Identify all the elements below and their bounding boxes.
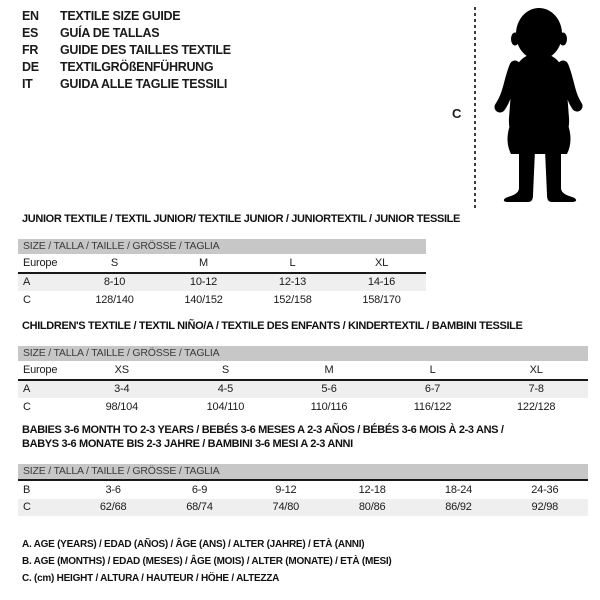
language-code: DE xyxy=(22,59,39,74)
table-row xyxy=(18,398,588,416)
value-cell: 68/74 xyxy=(186,501,213,514)
header-size-cell: M xyxy=(199,256,208,269)
row-label: A xyxy=(23,383,31,396)
value-cell: 140/152 xyxy=(184,293,223,306)
table-row xyxy=(18,291,426,309)
value-cell: 74/80 xyxy=(272,501,300,514)
size-table xyxy=(18,464,588,516)
junior-textile-section xyxy=(18,212,461,309)
value-cell: 116/122 xyxy=(413,400,452,413)
table-row xyxy=(18,274,426,292)
value-cell: 62/68 xyxy=(99,501,127,514)
value-cell: 122/128 xyxy=(516,400,556,413)
baby-silhouette-icon xyxy=(487,5,592,207)
header-size-cell: S xyxy=(221,363,229,376)
value-cell: 8-10 xyxy=(103,276,126,289)
header-size-cell: XS xyxy=(114,363,129,376)
table-header-row xyxy=(18,361,588,379)
table-row xyxy=(18,481,588,499)
legend-line: A. AGE (YEARS) / EDAD (AÑOS) / ÂGE (ANS) / ALTER (JAHRE) / ETÀ (ANNI) xyxy=(22,539,365,550)
language-code: EN xyxy=(22,8,39,23)
value-cell: 110/116 xyxy=(310,400,348,413)
table-title: CHILDREN'S TEXTILE / TEXTIL NIÑO/A / TEXTILE DES ENFANTS / KINDERTEXTIL / BAMBINI TESSILE xyxy=(22,320,523,332)
language-row-it xyxy=(22,75,231,92)
header-size-cell: L xyxy=(289,256,296,269)
value-cell: 152/158 xyxy=(273,293,312,306)
header-size-cell: S xyxy=(110,256,119,269)
size-bar-header: SIZE / TALLA / TAILLE / GRÖSSE / TAGLIA xyxy=(18,464,588,479)
value-cell: 10-12 xyxy=(189,276,218,289)
language-code: IT xyxy=(22,76,33,91)
row-label: A xyxy=(23,276,31,289)
table-title: BABIES 3-6 MONTH TO 2-3 YEARS / BEBÉS 3-6 MESES A 2-3 AÑOS / BÉBÉS 3-6 MOIS À 2-3 ANS / xyxy=(22,424,504,436)
language-row-de xyxy=(22,58,231,75)
row-label: C xyxy=(23,501,31,514)
row-label: C xyxy=(23,293,31,306)
value-cell: 128/140 xyxy=(95,293,134,306)
legend-line: B. AGE (MONTHS) / EDAD (MESES) / ÂGE (MOIS) / ALTER (MONATE) / ETÀ (MESI) xyxy=(22,556,392,567)
table-row xyxy=(18,381,588,399)
value-cell: 14-16 xyxy=(367,276,396,289)
row-label: C xyxy=(23,400,31,413)
table-row xyxy=(18,499,588,517)
header-size-cell: XL xyxy=(374,256,389,269)
table-title: JUNIOR TEXTILE / TEXTIL JUNIOR/ TEXTILE JUNIOR / JUNIORTEXTIL / JUNIOR TESSILE xyxy=(22,213,461,225)
value-cell: 86/92 xyxy=(445,501,472,514)
language-row-es xyxy=(22,24,231,41)
table-title: BABYS 3-6 MONATE BIS 2-3 JAHRE / BAMBINI 3-6 MESI A 2-3 ANNI xyxy=(22,438,353,450)
value-cell: 18-24 xyxy=(444,483,473,496)
value-cell: 158/170 xyxy=(362,293,401,306)
language-code: ES xyxy=(22,25,39,40)
language-title: GUIDE DES TAILLES TEXTILE xyxy=(60,42,231,57)
size-bar-header: SIZE / TALLA / TAILLE / GRÖSSE / TAGLIA xyxy=(18,346,588,361)
table-header-row xyxy=(18,254,426,272)
header-size-cell: M xyxy=(324,363,334,376)
value-cell: 5-6 xyxy=(321,383,337,396)
value-cell: 104/110 xyxy=(206,400,245,413)
header-region-label: Europe xyxy=(23,256,58,269)
row-label: B xyxy=(23,483,31,496)
language-row-fr xyxy=(22,41,231,58)
value-cell: 6-7 xyxy=(424,383,441,396)
value-cell: 12-18 xyxy=(358,483,386,496)
value-cell: 3-4 xyxy=(114,383,130,396)
value-cell: 98/104 xyxy=(105,400,139,413)
value-cell: 24-36 xyxy=(531,483,559,496)
header-size-cell: L xyxy=(429,363,436,376)
legend-line: C. (cm) HEIGHT / ALTURA / HAUTEUR / HÖHE / ALTEZZA xyxy=(22,573,280,584)
language-list xyxy=(22,7,231,92)
value-cell: 9-12 xyxy=(275,483,297,496)
height-measure-label: C xyxy=(452,106,462,121)
size-bar-header: SIZE / TALLA / TAILLE / GRÖSSE / TAGLIA xyxy=(18,239,426,254)
value-cell: 12-13 xyxy=(278,276,307,289)
language-row-en xyxy=(22,7,231,24)
language-title: GUÍA DE TALLAS xyxy=(60,25,160,40)
value-cell: 6-9 xyxy=(191,483,208,496)
language-title: TEXTILGRÖßENFÜHRUNG xyxy=(60,59,214,74)
language-title: TEXTILE SIZE GUIDE xyxy=(60,8,181,23)
header-size-cell: XL xyxy=(529,363,543,376)
language-code: FR xyxy=(22,42,39,57)
height-measure-dotted-line xyxy=(474,7,476,208)
babies-textile-section xyxy=(18,423,588,516)
value-cell: 92/98 xyxy=(531,501,559,514)
measurement-legend xyxy=(22,536,392,587)
size-table xyxy=(18,346,588,416)
language-title: GUIDA ALLE TAGLIE TESSILI xyxy=(60,76,228,91)
value-cell: 7-8 xyxy=(528,383,544,396)
size-table xyxy=(18,239,426,309)
value-cell: 3-6 xyxy=(105,483,121,496)
header-region-label: Europe xyxy=(23,363,58,376)
value-cell: 4-5 xyxy=(217,383,234,396)
value-cell: 80/86 xyxy=(358,501,386,514)
childrens-textile-section xyxy=(18,319,588,416)
